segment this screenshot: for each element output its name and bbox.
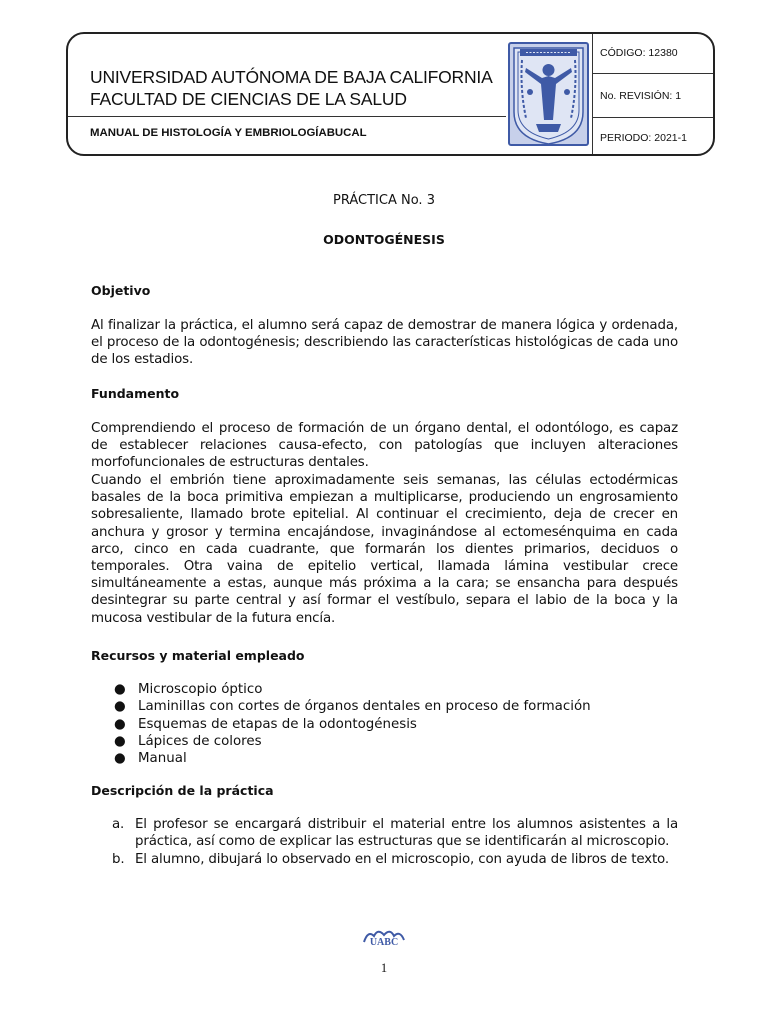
period-field: PERIODO: 2021-1	[600, 132, 687, 144]
code-field: CÓDIGO: 12380	[593, 34, 715, 74]
resources-heading: Recursos y material empleado	[91, 648, 305, 663]
fundamento-paragraph-2: Cuando el embrión tiene aproximadamente seis semanas, las células ectodérmicas basales de la boca primitiva empiezan a multiplicarse, produciendo un engrosamiento sobresaliente, llamado brote epitelial. Al continuar el crecimiento, deja de crecer en anchura y grosor y termina encajándose, invaginándose al ectomesénquima en cada arco, cinco en cada cuadrante, que formarán los dientes primarios, deciduos o temporales. Otra vaina de epitelio vertical, llamada lámina vestibular crece simultáneamente a estas, aunque más próxima a la cara; se ensancha para después desintegrar su parte central y así formar el vestíbulo, separa el labio de la boca y la mucosa vestibular de la futura encía.	[91, 473, 678, 626]
header-institution	[90, 66, 493, 110]
list-item: ● Laminillas con cortes de órganos dentales en proceso de formación	[114, 699, 591, 715]
manual-title: MANUAL DE HISTOLOGÍA Y EMBRIOLOGÍABUCAL	[90, 127, 367, 139]
list-item: b. El alumno, dibujará lo observado en el microscopio, con ayuda de libros de texto.	[112, 851, 669, 867]
bullet-icon: ●	[114, 733, 126, 749]
list-item: ● Esquemas de etapas de la odontogénesis	[114, 716, 417, 732]
objective-heading: Objetivo	[91, 283, 151, 298]
university-crest-icon	[506, 40, 591, 148]
faculty-name: FACULTAD DE CIENCIAS DE LA SALUD	[90, 89, 407, 109]
fundamento-heading: Fundamento	[91, 386, 180, 401]
practice-title: ODONTOGÉNESIS	[323, 232, 445, 247]
list-item: a. El profesor se encargará distribuir el material entre los alumnos asistentes a la práctica, así como de explicar las estructuras que se identificarán al microscopio.	[112, 817, 678, 850]
objective-text: Al finalizar la práctica, el alumno será capaz de demostrar de manera lógica y ordenada, el proceso de la odontogénesis; describiendo las características histológicas de cada uno de los estadios.	[91, 318, 678, 368]
header-divider	[68, 116, 506, 117]
description-list	[91, 816, 678, 868]
document-metadata	[592, 34, 715, 156]
list-item: ● Lápices de colores	[114, 733, 262, 749]
fundamento-paragraph-1: Comprendiendo el proceso de formación de un órgano dental, el odontólogo, es capaz de establecer relaciones causa-efecto, con patologías que incluyen alteraciones morfofuncionales de estructuras dentales.	[91, 421, 678, 471]
description-heading: Descripción de la práctica	[91, 783, 274, 798]
revision-field: No. REVISIÓN: 1	[593, 74, 715, 118]
bullet-icon: ●	[114, 751, 126, 767]
uabc-footer-logo	[362, 926, 406, 948]
svg-text:UABC: UABC	[369, 937, 399, 948]
page-number: 1	[380, 961, 388, 975]
bullet-icon: ●	[114, 699, 126, 715]
list-item: ● Microscopio óptico	[114, 682, 263, 697]
list-item: ● Manual	[114, 751, 187, 767]
university-name: UNIVERSIDAD AUTÓNOMA DE BAJA CALIFORNIA	[90, 67, 493, 87]
bullet-icon: ●	[114, 716, 126, 732]
bullet-icon: ●	[114, 682, 126, 697]
document-header	[66, 32, 715, 156]
resources-list	[91, 681, 591, 767]
practice-number: PRÁCTICA No. 3	[333, 193, 435, 208]
